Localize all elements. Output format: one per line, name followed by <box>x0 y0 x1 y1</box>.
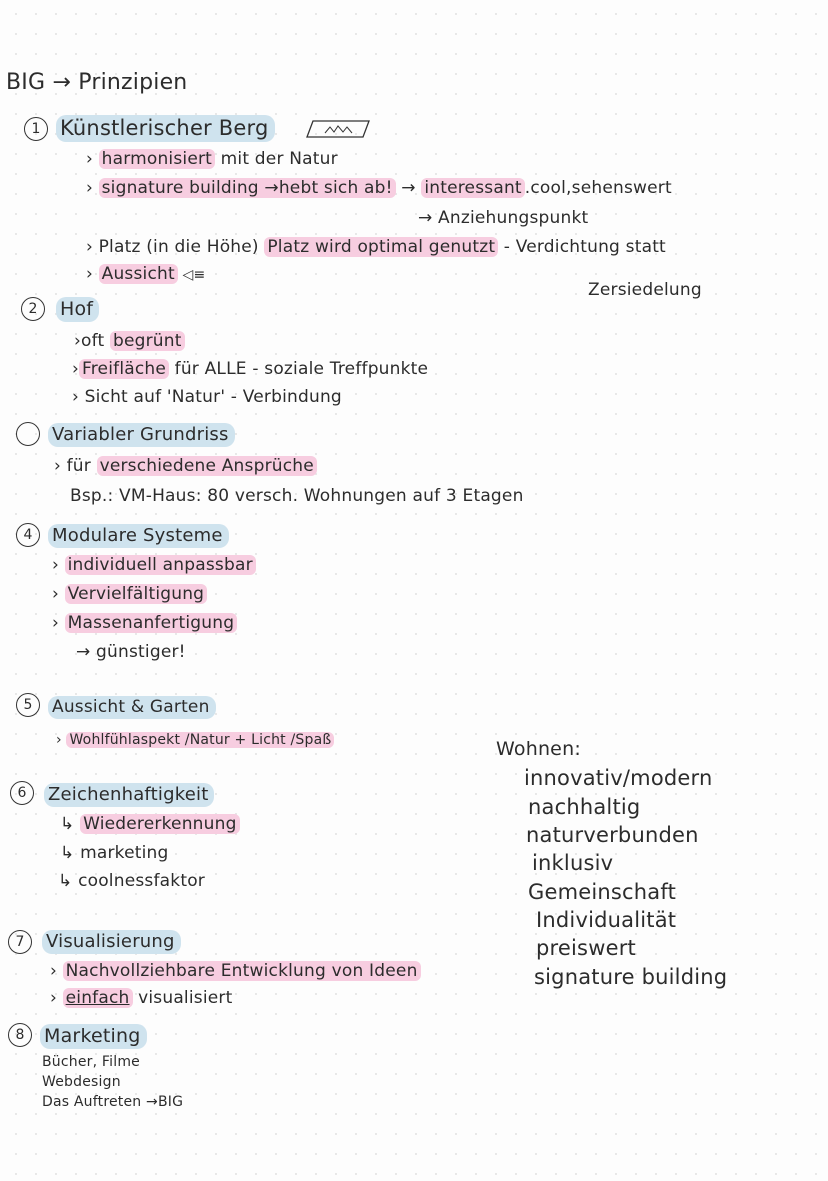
section-number-5: 5 <box>16 693 40 717</box>
item-1-2: › signature building →hebt sich ab! → interessant .cool,sehenswert <box>86 178 672 198</box>
wohnen-item-4: inklusiv <box>532 851 614 875</box>
item-3-2: Bsp.: VM-Haus: 80 versch. Wohnungen auf 3 Etagen <box>70 486 524 506</box>
section-number-2: 2 <box>21 297 45 321</box>
item-2-3: › Sicht auf 'Natur' - Verbindung <box>72 387 342 407</box>
item-4-3: › Massenanfertigung <box>52 615 237 632</box>
section-number-1: 1 <box>24 117 48 141</box>
section-number-4: 4 <box>16 523 40 547</box>
wohnen-item-7: preiswert <box>536 936 636 960</box>
item-4-1: › individuell anpassbar <box>52 557 256 574</box>
section-heading-5: Aussicht & Garten <box>48 699 216 716</box>
wohnen-item-8: signature building <box>534 965 728 989</box>
item-3-1: › für verschiedene Ansprüche <box>54 458 317 475</box>
item-2-1: ›oft begrünt <box>74 333 185 350</box>
wohnen-item-6: Individualität <box>536 908 677 932</box>
wohnen-item-3: naturverbunden <box>526 823 699 847</box>
item-8-2: Webdesign <box>42 1074 121 1090</box>
item-6-3: ↳ coolnessfaktor <box>58 871 205 891</box>
section-number-7: 7 <box>8 930 32 954</box>
item-8-1: Bücher, Filme <box>42 1054 140 1070</box>
item-1-5: › Aussicht ◁≡ <box>86 264 206 284</box>
section-heading-7: Visualisierung <box>42 933 181 951</box>
wohnen-heading: Wohnen: <box>496 738 581 760</box>
section-heading-3: Variabler Grundriss <box>48 426 235 444</box>
item-7-1: › Nachvollziehbare Entwicklung von Ideen <box>50 963 421 980</box>
section-heading-2: Hof <box>56 300 99 319</box>
section-heading-1: Künstlerischer Berg <box>56 118 275 139</box>
item-6-1: ↳ Wiedererkennung <box>60 816 240 833</box>
item-2-2: › Freifläche für ALLE - soziale Treffpunkte <box>72 359 429 379</box>
wohnen-item-1: innovativ/modern <box>524 766 713 790</box>
wohnen-item-2: nachhaltig <box>528 795 641 819</box>
wohnen-item-5: Gemeinschaft <box>528 880 677 904</box>
item-5-1: › Wohlfühlaspekt /Natur + Licht /Spaß <box>56 733 334 747</box>
item-7-2: › einfach visualisiert <box>50 988 233 1008</box>
item-1-1: › harmonisiert mit der Natur <box>86 149 338 169</box>
item-4-2: › Vervielfältigung <box>52 586 207 603</box>
item-1-6: Zersiedelung <box>588 280 702 300</box>
item-8-3: Das Auftreten →BIG <box>42 1094 184 1110</box>
page-title: BIG → Prinzipien <box>6 70 188 95</box>
section-number-8: 8 <box>8 1023 32 1047</box>
section-heading-4: Modulare Systeme <box>48 527 229 545</box>
section-number-6: 6 <box>10 781 34 805</box>
section-heading-6: Zeichenhaftigkeit <box>44 786 214 804</box>
item-1-3: → Anziehungspunkt <box>418 208 589 228</box>
item-1-4: › Platz (in die Höhe) Platz wird optimal genutzt - Verdichtung statt <box>86 237 666 257</box>
section-number-3 <box>16 422 40 446</box>
section-heading-8: Marketing <box>40 1027 147 1046</box>
mountain-sketch-icon <box>305 119 371 139</box>
item-6-2: ↳ marketing <box>60 843 169 863</box>
item-4-4: → günstiger! <box>76 642 186 662</box>
